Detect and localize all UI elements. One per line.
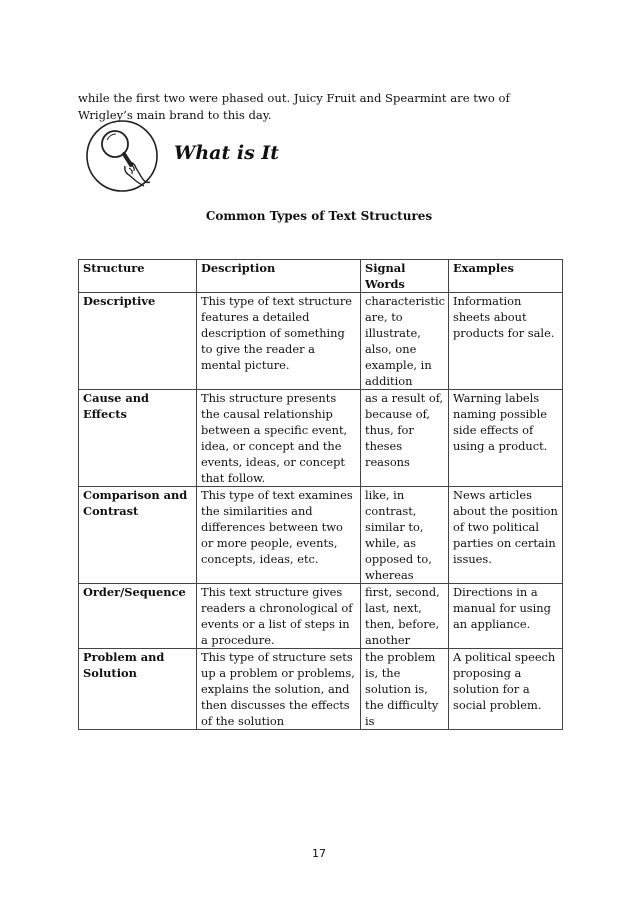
header-structure: Structure — [79, 260, 197, 293]
header-signal-words: Signal Words — [361, 260, 449, 293]
cell-description: This type of structure sets up a problem or problems, explains the solution, and then discusses the effects of the solution — [197, 649, 361, 730]
text-structures-table — [78, 259, 563, 730]
table-header-row — [79, 260, 563, 293]
cell-signal-words: as a result of, because of, thus, for theses reasons — [361, 390, 449, 487]
cell-examples: Directions in a manual for using an appliance. — [449, 584, 563, 649]
cell-signal-words: characteristic are, to illustrate, also, one example, in addition — [361, 293, 449, 390]
cell-structure: Descriptive — [79, 293, 197, 390]
cell-description: This type of text structure features a detailed description of something to give the reader a mental picture. — [197, 293, 361, 390]
table-row — [79, 487, 563, 584]
cell-description: This text structure gives readers a chronological of events or a list of steps in a procedure. — [197, 584, 361, 649]
cell-examples: Warning labels naming possible side effects of using a product. — [449, 390, 563, 487]
cell-signal-words: first, second, last, next, then, before, another — [361, 584, 449, 649]
cell-structure: Cause and Effects — [79, 390, 197, 487]
cell-description: This structure presents the causal relationship between a specific event, idea, or concept and the events, ideas, or concept that follow. — [197, 390, 361, 487]
cell-structure: Problem and Solution — [79, 649, 197, 730]
cell-description: This type of text examines the similarities and differences between two or more people, events, concepts, ideas, etc. — [197, 487, 361, 584]
cell-examples: A political speech proposing a solution for a social problem. — [449, 649, 563, 730]
cell-structure: Order/Sequence — [79, 584, 197, 649]
table-title: Common Types of Text Structures — [205, 209, 433, 223]
intro-paragraph: while the first two were phased out. Juicy Fruit and Spearmint are two of Wrigley’s main brand to this day. — [78, 90, 510, 122]
section-title: What is It — [174, 142, 280, 164]
table-row — [79, 649, 563, 730]
table-row — [79, 584, 563, 649]
page-number: 17 — [312, 847, 326, 860]
cell-signal-words: the problem is, the solution is, the difficulty is — [361, 649, 449, 730]
cell-examples: News articles about the position of two political parties on certain issues. — [449, 487, 563, 584]
cell-examples: Information sheets about products for sale. — [449, 293, 563, 390]
magnifying-glass-hand-icon — [84, 118, 160, 194]
table-row — [79, 390, 563, 487]
table-row — [79, 293, 563, 390]
cell-structure: Comparison and Contrast — [79, 487, 197, 584]
header-examples: Examples — [449, 260, 563, 293]
header-description: Description — [197, 260, 361, 293]
cell-signal-words: like, in contrast, similar to, while, as opposed to, whereas — [361, 487, 449, 584]
